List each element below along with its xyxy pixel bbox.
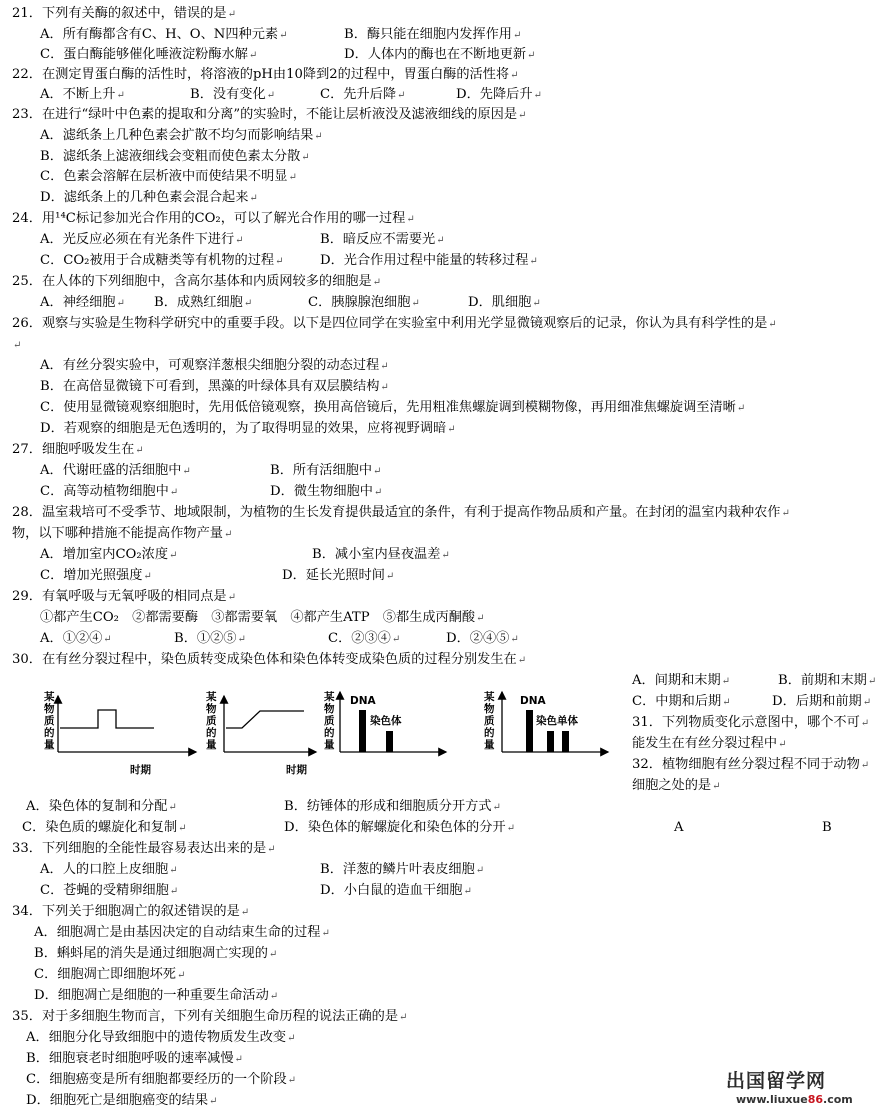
graph-2-curve (226, 711, 304, 728)
line-text: A．①②④ (40, 631, 103, 646)
graph-3-ylabel-1: 某 (324, 691, 335, 703)
return-mark-icon: ↵ (768, 319, 777, 330)
return-mark-icon: ↵ (529, 256, 538, 267)
return-mark-icon: ↵ (288, 172, 297, 183)
graph-2-xlabel: 时期 (286, 764, 307, 776)
graph-1-xlabel: 时期 (130, 764, 151, 776)
return-mark-icon: ↵ (135, 445, 144, 456)
text-line (12, 840, 276, 859)
return-mark-icon: ↵ (867, 676, 877, 687)
text-line (40, 567, 152, 586)
text-line (22, 819, 187, 838)
text-line (284, 819, 515, 838)
line-text: 32．植物细胞有丝分裂过程不同于动物 (632, 757, 860, 772)
graph-1-ylabel-2: 物 (44, 703, 55, 715)
return-mark-icon: ↵ (517, 655, 527, 666)
graph-2-ylabel-1: 某 (206, 691, 217, 703)
return-mark-icon: ↵ (103, 634, 112, 645)
line-text: 能发生在有丝分裂过程中 (632, 736, 778, 751)
graph-2-ylabel-5: 量 (206, 739, 217, 751)
line-text: B．成熟红细胞 (154, 295, 243, 310)
graph-3-ylabel-2: 物 (324, 703, 335, 715)
line-text: B．前期和末期 (778, 673, 867, 688)
text-line (12, 315, 777, 334)
return-mark-icon: ↵ (287, 1033, 296, 1044)
line-text: 22．在测定胃蛋白酶的活性时，将溶液的pH由10降到2的过程中，胃蛋白酶的活性将 (12, 67, 510, 82)
return-mark-icon: ↵ (168, 802, 177, 813)
return-mark-icon: ↵ (279, 30, 288, 41)
return-mark-icon: ↵ (169, 865, 178, 876)
return-mark-icon: ↵ (512, 30, 522, 41)
text-line (40, 483, 178, 502)
return-mark-icon: ↵ (266, 90, 276, 101)
graph-4 (483, 690, 608, 752)
return-mark-icon: ↵ (169, 550, 178, 561)
return-mark-icon: ↵ (373, 487, 383, 498)
watermark (726, 1066, 884, 1106)
graph-2 (205, 690, 316, 776)
text-line (40, 148, 310, 167)
graph-4-chromosome-bar (562, 731, 569, 752)
text-line (174, 630, 246, 649)
text-line (632, 672, 730, 691)
text-line (40, 231, 244, 250)
return-mark-icon: ↵ (527, 50, 536, 61)
line-text: C．CO₂被用于合成糖类等有机物的过程 (40, 253, 275, 268)
return-mark-icon: ↵ (237, 634, 246, 645)
text-line (632, 777, 721, 796)
line-text: A．人的口腔上皮细胞 (40, 862, 169, 877)
return-mark-icon: ↵ (301, 152, 310, 163)
return-mark-icon: ↵ (169, 886, 179, 897)
return-mark-icon: ↵ (411, 298, 420, 309)
line-text: 31．下列物质变化示意图中，哪个不可 (632, 715, 860, 730)
return-mark-icon: ↵ (269, 991, 279, 1002)
return-mark-icon: ↵ (532, 298, 541, 309)
line-text: B．没有变化 (190, 87, 266, 102)
line-text: A．代谢旺盛的活细胞中 (40, 463, 182, 478)
text-line (40, 357, 389, 376)
return-mark-icon: ↵ (510, 70, 519, 81)
text-line (34, 987, 278, 1006)
line-text: B．纺锤体的形成和细胞质分开方式 (284, 799, 492, 814)
line-text: 27．细胞呼吸发生在 (12, 442, 135, 457)
return-mark-icon: ↵ (287, 1075, 297, 1086)
line-text: 23．在进行“绿叶中色素的提取和分离”的实验时，不能让层析液没及滤液细线的原因是 (12, 107, 518, 122)
text-line (12, 903, 249, 922)
line-text: B．在高倍显微镜下可看到，黑藻的叶绿体具有双层膜结构 (40, 379, 380, 394)
text-line (12, 504, 790, 523)
line-text: C．中期和后期 (632, 694, 722, 709)
text-line (270, 462, 381, 481)
graph-3-ylabel-3: 质 (324, 715, 335, 727)
graph-4-ylabel-5: 量 (484, 739, 495, 751)
line-text: ①都产生CO₂ ②都需要酶 ③都需要氧 ④都产生ATP ⑤都生成丙酮酸 (40, 610, 476, 625)
return-mark-icon: ↵ (169, 487, 179, 498)
line-text: A．细胞分化导致细胞中的遗传物质发生改变 (26, 1030, 287, 1045)
line-text: B．洋葱的鳞片叶表皮细胞 (320, 862, 475, 877)
text-line (40, 26, 287, 45)
return-mark-icon: ↵ (240, 907, 250, 918)
text-line (312, 546, 450, 565)
text-line (40, 294, 125, 313)
text-line (40, 462, 191, 481)
line-text: B．所有活细胞中 (270, 463, 373, 478)
text-line (26, 1029, 295, 1048)
return-mark-icon: ↵ (476, 613, 485, 624)
line-text: D．②④⑤ (446, 631, 510, 646)
text-line (320, 861, 484, 880)
graph-1-ylabel-3: 质 (44, 715, 55, 727)
return-mark-icon: ↵ (227, 592, 236, 603)
line-text: 33．下列细胞的全能性最容易表达出来的是 (12, 841, 267, 856)
line-text: C．使用显微镜观察细胞时，先用低倍镜观察，换用高倍镜后，先用粗准焦螺旋调到模糊物像，再用细准焦螺旋调至清晰 (40, 400, 736, 415)
watermark-title: 出国留学网 (726, 1070, 827, 1092)
line-text: C．蛋白酶能够催化唾液淀粉酶水解 (40, 47, 248, 62)
line-text: C．增加光照强度 (40, 568, 143, 583)
line-text: C．细胞凋亡即细胞坏死 (34, 967, 176, 982)
text-line (772, 693, 871, 712)
text-line (632, 714, 869, 733)
text-line (12, 5, 236, 24)
text-line (320, 252, 538, 271)
text-line (40, 882, 178, 901)
line-text: A．不断上升 (40, 87, 116, 102)
line-text: D．细胞死亡是细胞癌变的结果 (26, 1093, 209, 1108)
return-mark-icon: ↵ (778, 739, 787, 750)
text-line (778, 672, 876, 691)
return-mark-icon: ↵ (860, 760, 870, 771)
line-text: B．滤纸条上滤液细线会变粗而使色素太分散 (40, 149, 301, 164)
graph-4-ylabel-1: 某 (484, 691, 495, 703)
text-line (40, 609, 485, 628)
line-text: 24．用¹⁴C标记参加光合作用的CO₂，可以了解光合作用的哪一过程 (12, 211, 406, 226)
return-mark-icon: ↵ (380, 382, 389, 393)
text-line (12, 651, 526, 670)
text-line (12, 273, 381, 292)
return-mark-icon: ↵ (373, 466, 382, 477)
return-mark-icon: ↵ (249, 193, 258, 204)
line-text: A．增加室内CO₂浓度 (40, 547, 169, 562)
watermark-url: www.liuxue86.com (736, 1093, 853, 1106)
line-text: B．①②⑤ (174, 631, 237, 646)
text-line (40, 861, 178, 880)
line-text: A．细胞凋亡是由基因决定的自动结束生命的过程 (34, 925, 321, 940)
line-text: D．细胞凋亡是细胞的一种重要生命活动 (34, 988, 269, 1003)
return-mark-icon: ↵ (406, 214, 415, 225)
line-text: D．肌细胞 (468, 295, 532, 310)
return-mark-icon: ↵ (275, 256, 284, 267)
line-text: 25．在人体的下列细胞中，含高尔基体和内质网较多的细胞是 (12, 274, 372, 289)
line-text: A．神经细胞 (40, 295, 116, 310)
line-text: D．滤纸条上的几种色素会混合起来 (40, 190, 249, 205)
return-mark-icon: ↵ (182, 466, 191, 477)
return-mark-icon: ↵ (385, 571, 395, 582)
line-text: D．微生物细胞中 (270, 484, 373, 499)
text-line (40, 86, 125, 105)
graph-2-ylabel-2: 物 (206, 703, 217, 715)
text-line (40, 546, 177, 565)
line-text: D．小白鼠的造血干细胞 (320, 883, 463, 898)
graph-1-curve (60, 710, 154, 728)
line-text: A．染色体的复制和分配 (26, 799, 168, 814)
graph-4-ylabel-3: 质 (484, 715, 495, 727)
text-line (282, 567, 394, 586)
line-text: 30．在有丝分裂过程中，染色质转变成染色体和染色体转变成染色质的过程分别发生在 (12, 652, 517, 667)
return-mark-icon: ↵ (518, 110, 527, 121)
text-line (40, 399, 745, 418)
return-mark-icon: ↵ (234, 1054, 243, 1065)
text-line (270, 483, 382, 502)
text-line (12, 588, 236, 607)
line-text: B．细胞衰老时细胞呼吸的速率减慢 (26, 1051, 234, 1066)
line-text: 26．观察与实验是生物科学研究中的重要手段。以下是四位同学在实验室中利用光学显微镜观察后的记录，你认为具有科学性的是 (12, 316, 768, 331)
return-mark-icon: ↵ (178, 823, 187, 834)
text-line (320, 86, 405, 105)
return-mark-icon: ↵ (321, 928, 330, 939)
line-text: A．有丝分裂实验中，可观察洋葱根尖细胞分裂的动态过程 (40, 358, 380, 373)
text-line (308, 294, 420, 313)
text-line (26, 1050, 243, 1069)
return-mark-icon: ↵ (447, 424, 456, 435)
text-line (632, 756, 869, 775)
line-text: D．后期和前期 (772, 694, 862, 709)
line-text: C．色素会溶解在层析液中而使结果不明显 (40, 169, 288, 184)
text-line (40, 252, 283, 271)
text-line (26, 798, 177, 817)
return-mark-icon: ↵ (533, 90, 542, 101)
line-text: 物，以下哪种措施不能提高作物产量 (12, 526, 223, 541)
text-line (12, 106, 526, 125)
graph-4-dna-bar (526, 710, 533, 752)
line-text: C．细胞癌变是所有细胞都要经历的一个阶段 (26, 1072, 287, 1087)
return-mark-icon: ↵ (722, 697, 731, 708)
text-line (26, 1092, 217, 1111)
text-line (40, 420, 456, 439)
return-mark-icon: ↵ (862, 697, 872, 708)
line-text: D．光合作用过程中能量的转移过程 (320, 253, 529, 268)
text-line (12, 336, 21, 355)
line-text: D．若观察的细胞是无色透明的，为了取得明显的效果，应将视野调暗 (40, 421, 447, 436)
text-line (320, 231, 445, 250)
text-line (190, 86, 275, 105)
return-mark-icon: ↵ (380, 361, 389, 372)
text-line (40, 630, 112, 649)
text-line (632, 693, 731, 712)
text-line (40, 127, 323, 146)
graph-3-dna-bar (359, 710, 366, 752)
return-mark-icon: ↵ (475, 865, 485, 876)
line-text: C．苍蝇的受精卵细胞 (40, 883, 169, 898)
text-line (12, 525, 232, 544)
line-text: A．光反应必须在有光条件下进行 (40, 232, 235, 247)
return-mark-icon: ↵ (116, 298, 125, 309)
return-mark-icon: ↵ (243, 298, 253, 309)
graph-4-chromatid-bar (547, 731, 554, 752)
line-text: D．延长光照时间 (282, 568, 385, 583)
text-line (12, 66, 518, 85)
return-mark-icon: ↵ (235, 235, 244, 246)
return-mark-icon: ↵ (781, 508, 790, 519)
graph-1-ylabel-4: 的 (44, 727, 55, 739)
graph-3-chromosome-bar (386, 731, 393, 752)
line-text: A．间期和末期 (632, 673, 721, 688)
return-mark-icon: ↵ (492, 802, 501, 813)
text-line (344, 26, 521, 45)
graph-1-ylabel-1: 某 (44, 691, 55, 703)
text-line (154, 294, 252, 313)
text-line (328, 630, 400, 649)
text-line (34, 966, 185, 985)
graph-3-ylabel-5: 量 (324, 739, 335, 751)
text-line (320, 882, 472, 901)
graph-3-dna-label: DNA (350, 695, 376, 707)
line-text: C．胰腺腺泡细胞 (308, 295, 411, 310)
text-line (34, 924, 330, 943)
return-mark-icon: ↵ (399, 1012, 408, 1023)
line-text: 28．温室栽培可不受季节、地域限制，为植物的生长发育提供最适宜的条件，有利于提高作物品质和产量。在封闭的温室内栽种农作 (12, 505, 781, 520)
line-text: C．先升后降 (320, 87, 397, 102)
text-line (12, 441, 144, 460)
line-text: C．染色质的螺旋化和复制 (22, 820, 178, 835)
line-text: 35．对于多细胞生物而言，下列有关细胞生命历程的说法正确的是 (12, 1009, 399, 1024)
return-mark-icon: ↵ (209, 1096, 218, 1107)
return-mark-icon: ↵ (736, 403, 746, 414)
text-line (12, 210, 415, 229)
return-mark-icon: ↵ (224, 529, 233, 540)
return-mark-icon: ↵ (116, 90, 125, 101)
graph-3-bar2-label: 染色体 (370, 715, 402, 727)
text-line (40, 189, 258, 208)
line-text: C．②③④ (328, 631, 391, 646)
line-text: D．染色体的解螺旋化和染色体的分开 (284, 820, 506, 835)
text-line (632, 735, 786, 754)
question-31-figure (36, 688, 616, 778)
line-text: B．酶只能在细胞内发挥作用 (344, 27, 512, 42)
graph-1-ylabel-5: 量 (44, 739, 55, 751)
text-line (446, 630, 519, 649)
text-line (468, 294, 541, 313)
return-mark-icon: ↵ (227, 9, 236, 20)
line-text: 21．下列有关酶的叙述中，错误的是 (12, 6, 227, 21)
line-text: D．人体内的酶也在不断地更新 (344, 47, 527, 62)
text-line (40, 168, 297, 187)
figure-option-a: A (674, 820, 684, 835)
text-line (34, 945, 277, 964)
return-mark-icon: ↵ (267, 844, 276, 855)
return-mark-icon: ↵ (314, 131, 323, 142)
text-line (344, 46, 535, 65)
line-text: B．蝌蚪尾的消失是通过细胞凋亡实现的 (34, 946, 268, 961)
text-line (40, 46, 257, 65)
line-text: B．减小室内昼夜温差 (312, 547, 441, 562)
return-mark-icon: ↵ (176, 970, 186, 981)
return-mark-icon: ↵ (510, 634, 519, 645)
return-mark-icon: ↵ (721, 676, 731, 687)
return-mark-icon: ↵ (441, 550, 450, 561)
graph-3 (323, 690, 446, 752)
text-line (26, 1071, 296, 1090)
return-mark-icon: ↵ (506, 823, 515, 834)
graph-3-ylabel-4: 的 (324, 727, 335, 739)
line-text: D．先降后升 (456, 87, 533, 102)
graph-2-ylabel-3: 质 (206, 715, 217, 727)
line-text: B．暗反应不需要光 (320, 232, 436, 247)
return-mark-icon: ↵ (248, 50, 258, 61)
graph-4-ylabel-4: 的 (484, 727, 495, 739)
figure-option-b: B (822, 820, 832, 835)
text-line (284, 798, 501, 817)
return-mark-icon: ↵ (13, 340, 22, 351)
line-text: C．高等动植物细胞中 (40, 484, 169, 499)
return-mark-icon: ↵ (372, 277, 382, 288)
line-text: A．所有酶都含有C、H、O、N四种元素 (40, 27, 279, 42)
graph-4-dna-label: DNA (520, 695, 546, 707)
graph-1 (43, 690, 196, 776)
line-text: 细胞之处的是 (632, 778, 712, 793)
graph-4-bar2-label: 染色单体 (536, 715, 578, 727)
graph-4-ylabel-2: 物 (484, 703, 495, 715)
return-mark-icon: ↵ (860, 718, 870, 729)
return-mark-icon: ↵ (463, 886, 472, 897)
return-mark-icon: ↵ (397, 90, 406, 101)
line-text: 29．有氧呼吸与无氧呼吸的相同点是 (12, 589, 227, 604)
return-mark-icon: ↵ (436, 235, 445, 246)
text-line (40, 378, 389, 397)
line-text: A．滤纸条上几种色素会扩散不均匀而影响结果 (40, 128, 314, 143)
return-mark-icon: ↵ (391, 634, 401, 645)
return-mark-icon: ↵ (712, 781, 721, 792)
line-text: 34．下列关于细胞凋亡的叙述错误的是 (12, 904, 240, 919)
text-line (456, 86, 542, 105)
return-mark-icon: ↵ (268, 949, 278, 960)
graph-2-ylabel-4: 的 (206, 727, 217, 739)
text-line (12, 1008, 407, 1027)
return-mark-icon: ↵ (143, 571, 152, 582)
